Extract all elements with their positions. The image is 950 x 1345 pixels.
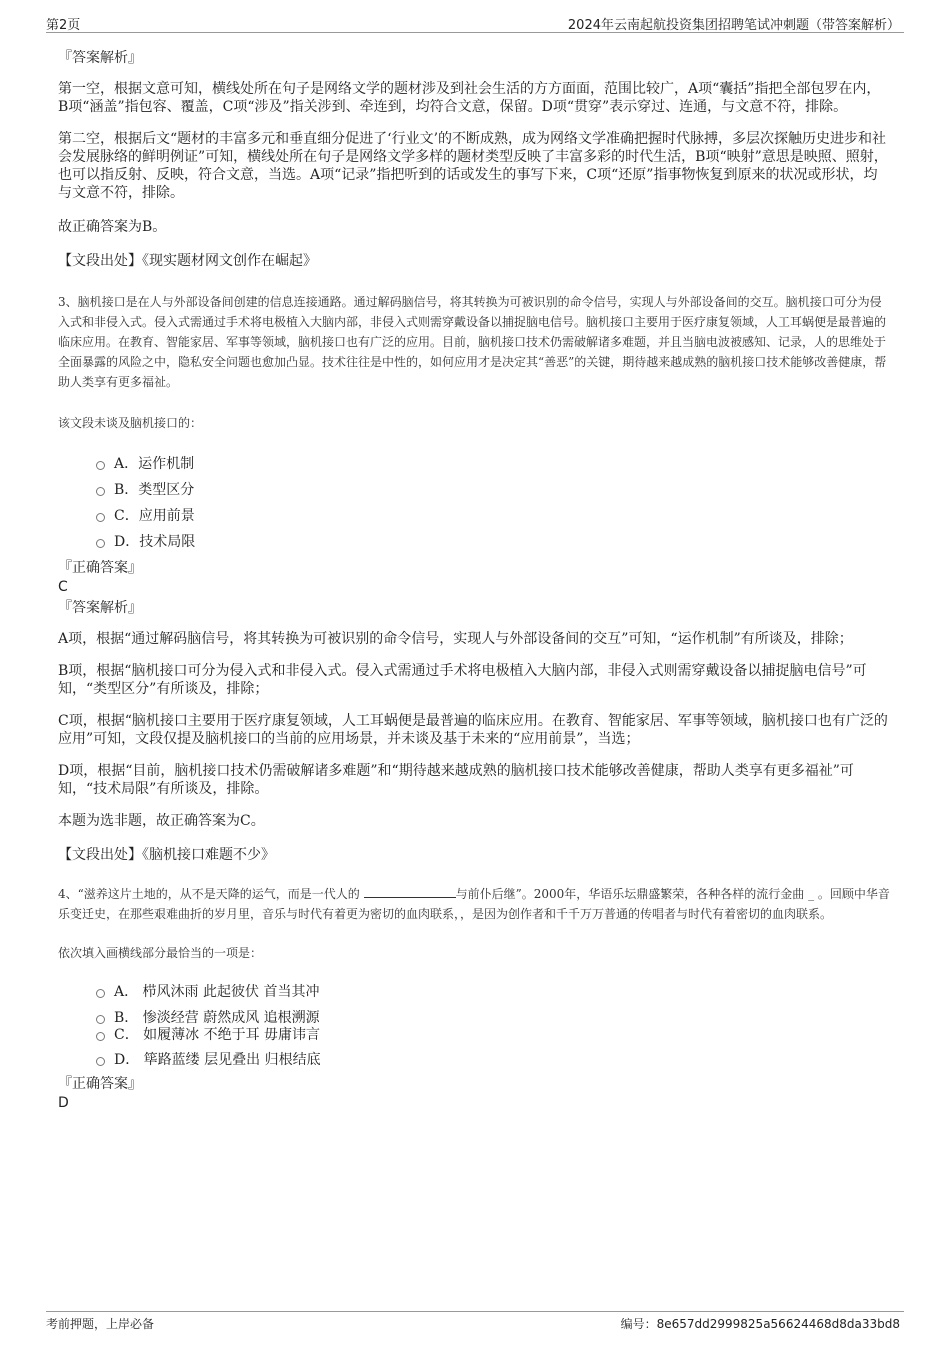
option-d[interactable] xyxy=(96,1050,890,1074)
option-c[interactable] xyxy=(96,506,890,532)
analysis-paragraph: 第二空，根据后文“题材的丰富多元和垂直细分促进了‘行业文’的不断成熟，成为网络文学准确把握时代脉搏，多层次探触历史进步和社会发展脉络的鲜明例证”可知，横线处所在句子是网络文学多样的题材类型反映了丰富多彩的时代生活，B项“映射”意思是映照、照射，也可以指反射、反映，符合文意，当选。A项“记录”指把听到的话或发生的事写下来，C项“还原”指事物恢复到原来的状况或形状，均与文意不符，排除。 xyxy=(58,131,888,201)
radio-icon[interactable] xyxy=(96,461,105,470)
analysis-paragraph: C项，根据“脑机接口主要用于医疗康复领域，人工耳蜗便是最普遍的临床应用。在教育、智能家居、军事等领域，脑机接口也有广泛的应用”可知，文段仅提及脑机接口的当前的应用场景，并未谈及基于未来的“应用前景”，当选； xyxy=(58,713,888,747)
option-a[interactable] xyxy=(96,982,890,1008)
analysis-tag: 『答案解析』 xyxy=(58,600,142,616)
question-prompt: 依次填入画横线部分最恰当的一项是： xyxy=(58,946,263,960)
source-citation: 【文段出处】《脑机接口难题不少》 xyxy=(58,847,275,863)
analysis-paragraph: A项，根据“通过解码脑信号，将其转换为可被识别的命令信号，实现人与外部设备间的交互”可知，“运作机制”有所谈及，排除； xyxy=(58,631,853,647)
correct-answer-tag: 『正确答案』 xyxy=(58,560,142,576)
analysis-paragraph: B项，根据“脑机接口可分为侵入式和非侵入式。侵入式需通过手术将电极植入大脑内部，非侵入式则需穿戴设备以捕捉脑电信号”可知，“类型区分”有所谈及，排除； xyxy=(58,663,867,697)
option-label: B．类型区分 xyxy=(114,482,195,498)
option-label: C．应用前景 xyxy=(114,508,195,524)
document-id: 编号：8e657dd2999825a56624468d8da33bd8 xyxy=(620,1317,900,1331)
question-text: 3、脑机接口是在人与外部设备间创建的信息连接通路。通过解码脑信号，将其转换为可被识别的命令信号，实现人与外部设备间的交互。脑机接口可分为侵入式和非侵入式。侵入式需通过手术将电极植入大脑内部，非侵入式则需穿戴设备以捕捉脑电信号。脑机接口主要用于医疗康复领域，人工耳蜗便是最普遍的临床应用。在教育、智能家居、军事等领域，脑机接口也有广泛的应用。目前，脑机接口技术仍需破解诸多难题，并且当脑电波被感知、记录，人的思维处于全面暴露的风险之中，隐私安全问题也愈加凸显。技术往往是中性的，如何应用才是决定其“善恶”的关键，期待越来越成熟的脑机接口技术能够改善健康，帮助人类享有更多福祉。 xyxy=(58,295,887,389)
radio-icon[interactable] xyxy=(96,1032,105,1041)
question-3 xyxy=(58,292,890,864)
question-text xyxy=(58,884,890,924)
radio-icon[interactable] xyxy=(96,487,105,496)
option-b[interactable] xyxy=(96,1008,890,1025)
option-label: A．运作机制 xyxy=(114,456,195,472)
document-title: 2024年云南起航投资集团招聘笔试冲刺题（带答案解析） xyxy=(567,18,900,33)
option-a[interactable] xyxy=(96,454,890,480)
conclusion: 故正确答案为B。 xyxy=(58,219,167,235)
question-text-part: 与前仆后继”。2000年，华语乐坛鼎盛繁荣，各种各样的流行金曲 _ 。回顾中华音乐变迁史，在那些艰难曲折的岁月里，音乐与时代有着更为密切的血肉联系，，是因为创作者和千千万万普通的传唱者与时代有着密切的血肉联系。 xyxy=(58,887,890,921)
option-label: D． 筚路蓝缕 层见叠出 归根结底 xyxy=(114,1052,321,1068)
option-label: C． 如履薄冰 不绝于耳 毋庸讳言 xyxy=(114,1027,321,1043)
page-header xyxy=(46,10,904,33)
page-content xyxy=(58,42,890,1112)
conclusion: 本题为选非题，故正确答案为C。 xyxy=(58,813,265,829)
correct-answer: D xyxy=(58,1095,69,1111)
analysis-tag: 『答案解析』 xyxy=(58,50,142,66)
radio-icon[interactable] xyxy=(96,539,105,548)
footer-slogan: 考前押题，上岸必备 xyxy=(46,1317,155,1331)
source-citation: 【文段出处】《现实题材网文创作在崛起》 xyxy=(58,253,317,269)
correct-answer-tag: 『正确答案』 xyxy=(58,1076,142,1092)
option-label: B． 惨淡经营 蔚然成风 追根溯源 xyxy=(114,1010,320,1026)
option-label: D．技术局限 xyxy=(114,534,196,550)
radio-icon[interactable] xyxy=(96,1057,105,1066)
question-4 xyxy=(58,884,890,1112)
radio-icon[interactable] xyxy=(96,513,105,522)
page-number: 第2页 xyxy=(46,18,81,33)
fill-blank xyxy=(364,885,456,898)
correct-answer: C xyxy=(58,579,68,595)
option-label: A． 栉风沐雨 此起彼伏 首当其冲 xyxy=(114,984,320,1000)
option-list xyxy=(96,982,890,1074)
analysis-paragraph: 第一空，根据文意可知，横线处所在句子是网络文学的题材涉及到社会生活的方方面面，范围比较广，A项“囊括”指把全部包罗在内，B项“涵盖”指包容、覆盖，C项“涉及”指关涉到、牵连到，均符合文意，保留。D项“贯穿”表示穿过、连通，与文意不符，排除。 xyxy=(58,81,881,115)
question-text-part: 4、“滋养这片土地的，从不是天降的运气，而是一代人的 xyxy=(58,887,364,901)
option-list xyxy=(96,454,890,558)
option-d[interactable] xyxy=(96,532,890,558)
question-prompt: 该文段未谈及脑机接口的： xyxy=(58,416,203,430)
q2-analysis-section xyxy=(58,48,890,270)
option-c[interactable] xyxy=(96,1025,890,1050)
radio-icon[interactable] xyxy=(96,989,105,998)
radio-icon[interactable] xyxy=(96,1015,105,1024)
page-footer xyxy=(46,1311,904,1334)
option-b[interactable] xyxy=(96,480,890,506)
analysis-paragraph: D项，根据“目前，脑机接口技术仍需破解诸多难题”和“期待越来越成熟的脑机接口技术能够改善健康，帮助人类享有更多福祉”可知，“技术局限”有所谈及，排除。 xyxy=(58,763,854,797)
